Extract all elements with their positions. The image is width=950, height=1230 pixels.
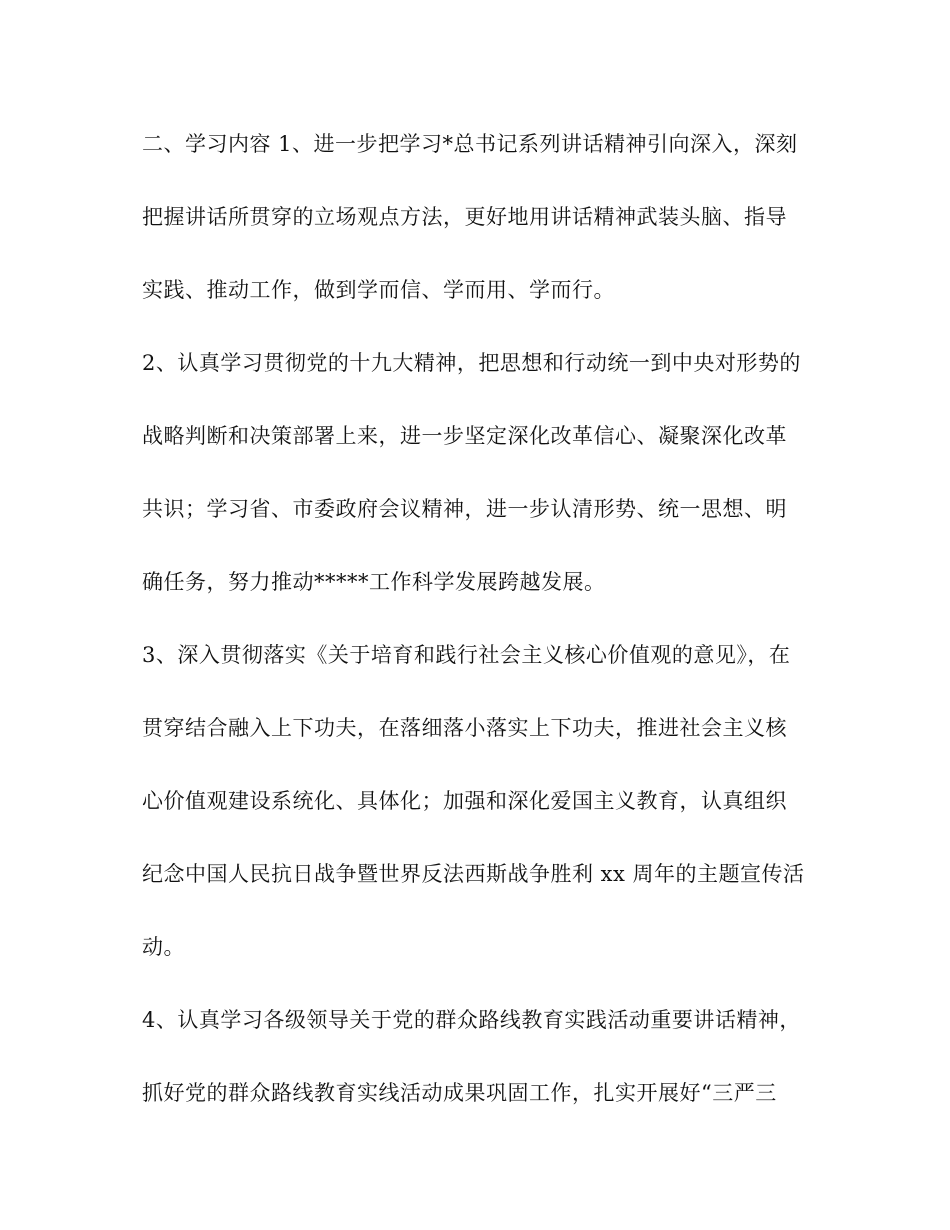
text-line: 确任务，努力推动*****工作科学发展跨越发展。 bbox=[142, 570, 606, 594]
text-line: 心价值观建设系统化、具体化；加强和深化爱国主义教育，认真组织 bbox=[142, 789, 787, 813]
text-line: 二、学习内容 1、进一步把学习*总书记系列讲话精神引向深入，深刻 bbox=[142, 132, 798, 156]
text-line: 3、深入贯彻落实《关于培育和践行社会主义核心价值观的意见》，在 bbox=[142, 643, 791, 667]
text-line: 战略判断和决策部署上来，进一步坚定深化改革信心、凝聚深化改革 bbox=[142, 424, 787, 448]
text-line: 实践、推动工作，做到学而信、学而用、学而行。 bbox=[142, 278, 615, 302]
text-line: 动。 bbox=[142, 935, 185, 959]
text-line: 纪念中国人民抗日战争暨世界反法西斯战争胜利 xx 周年的主题宣传活 bbox=[142, 862, 805, 886]
text-line: 2、认真学习贯彻党的十九大精神，把思想和行动统一到中央对形势的 bbox=[142, 351, 801, 375]
text-line: 4、认真学习各级领导关于党的群众路线教育实践活动重要讲话精神， bbox=[142, 1008, 801, 1032]
text-line: 把握讲话所贯穿的立场观点方法，更好地用讲话精神武装头脑、指导 bbox=[142, 205, 787, 229]
text-line: 贯穿结合融入上下功夫，在落细落小落实上下功夫，推进社会主义核 bbox=[142, 716, 787, 740]
text-line: 抓好党的群众路线教育实线活动成果巩固工作，扎实开展好“三严三 bbox=[142, 1081, 777, 1105]
text-line: 共识；学习省、市委政府会议精神，进一步认清形势、统一思想、明 bbox=[142, 497, 787, 521]
